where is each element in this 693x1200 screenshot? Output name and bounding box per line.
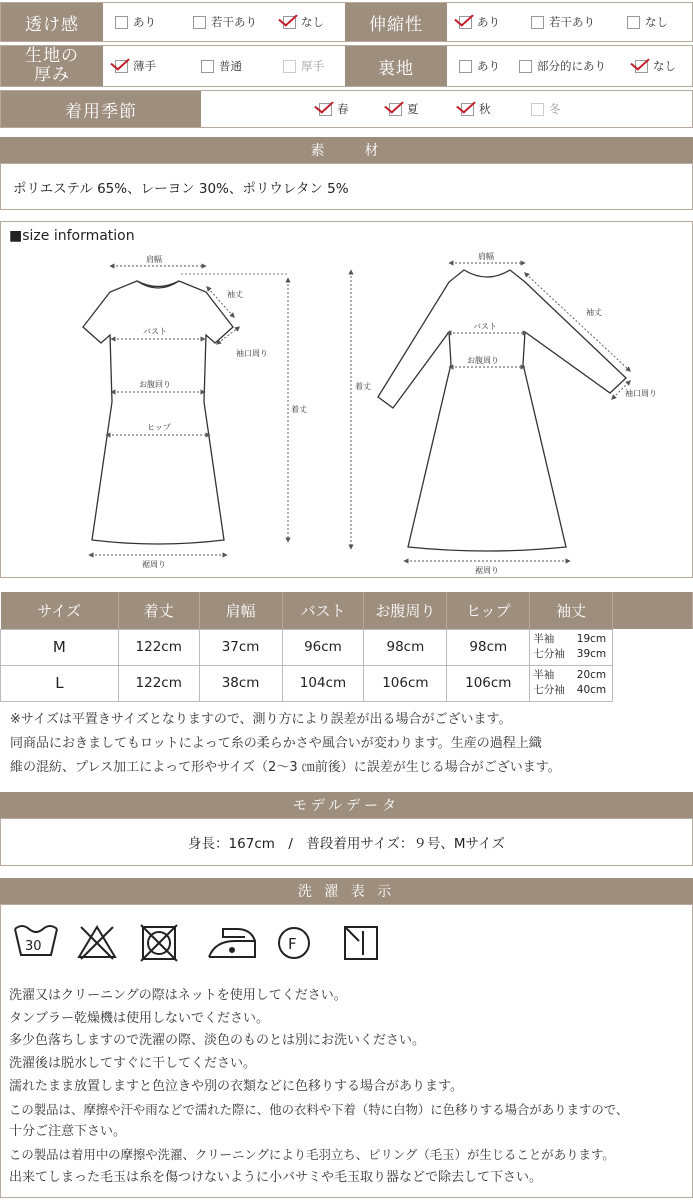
waist-cell: 106cm	[364, 665, 447, 701]
washing-instructions	[9, 985, 628, 1189]
label-sleeve-2: 袖丈	[586, 308, 602, 317]
waist-cell: 98cm	[364, 629, 447, 665]
header-size: サイズ	[1, 592, 119, 629]
model-text: 身長：167cm / 普段着用サイズ：９号、Mサイズ	[188, 836, 505, 852]
size-table-header	[1, 592, 693, 629]
short-sleeve-dress-diagram	[83, 281, 233, 544]
size-info-title: ■size information	[9, 228, 135, 244]
label-sleeve: 袖丈	[227, 290, 243, 299]
wash-line: 洗濯後は脱水してすぐに干してください。	[9, 1056, 257, 1072]
wash-line: この製品は着用中の摩擦や洗濯、クリーニングにより毛羽立ち、ピリング（毛玉）が生じることがあります。	[9, 1146, 615, 1162]
checkbox[interactable]	[283, 60, 296, 73]
label-length: 着丈	[291, 405, 307, 414]
wash-line: 十分ご注意下さい。	[9, 1124, 127, 1140]
bust-cell: 104cm	[282, 665, 364, 701]
label-cuff: 袖口周り	[236, 349, 268, 358]
wash-line: タンブラー乾燥機は使用しないでください。	[9, 1010, 270, 1026]
stretch-option-nashi[interactable]: なし	[627, 14, 668, 30]
lining-label: 裏地	[345, 46, 447, 86]
wash-line: 出来てしまった毛玉は糸を傷つけないように小バサミや毛玉取り器などで除去して下さい。	[9, 1169, 543, 1185]
label-cuff-2: 袖口周り	[625, 389, 657, 398]
checkbox[interactable]	[201, 60, 214, 73]
header-length: 着丈	[118, 592, 199, 629]
line-dry-shade-icon	[345, 927, 377, 959]
hip-cell: 98cm	[447, 629, 530, 665]
model-title: モデルデータ	[0, 792, 693, 818]
table-row	[1, 665, 693, 701]
material-box	[0, 163, 693, 210]
note-line: 維の混紡、プレス加工によって形やサイズ（2～3 ㎝前後）に誤差が生じる場合がございます。	[10, 760, 561, 775]
checkbox-checked[interactable]	[319, 103, 332, 116]
shoulder-cell: 37cm	[199, 629, 282, 665]
table-row	[1, 629, 693, 665]
lining-option-nashi[interactable]: なし	[635, 58, 676, 74]
attr-row-1	[0, 2, 693, 42]
stretch-option-jakkan[interactable]: 若干あり	[531, 14, 627, 30]
label-shoulder: 肩幅	[146, 255, 162, 264]
checkbox[interactable]	[519, 60, 532, 73]
washing-title: 洗 濯 表 示	[0, 878, 693, 904]
size-cell: M	[1, 629, 119, 665]
shoulder-cell: 38cm	[199, 665, 282, 701]
size-cell: L	[1, 665, 119, 701]
iron-low-icon	[209, 929, 255, 957]
season-option-winter[interactable]: 冬	[531, 101, 561, 117]
transparency-option-jakkan[interactable]: 若干あり	[193, 14, 283, 30]
material-title: 素 材	[0, 137, 693, 163]
note-line: 同商品におきましてもロットによって糸の柔らかさや風合いが変わります。生産の過程上織	[10, 736, 542, 751]
checkbox[interactable]	[531, 16, 544, 29]
season-label: 着用季節	[1, 91, 201, 127]
label-waist-2: お腹周り	[467, 356, 499, 365]
svg-text:F: F	[288, 935, 297, 953]
label-bust-2: バスト	[473, 322, 497, 331]
transparency-option-ari[interactable]: あり	[115, 14, 193, 30]
length-cell: 122cm	[118, 629, 199, 665]
label-hem-2: 裾周り	[475, 566, 499, 575]
checkbox[interactable]	[193, 16, 206, 29]
thickness-option-normal[interactable]: 普通	[201, 58, 283, 74]
size-notes	[10, 708, 561, 780]
no-bleach-icon	[79, 927, 115, 959]
label-hem: 裾周り	[142, 560, 166, 569]
checkbox-checked[interactable]	[459, 16, 472, 29]
garment-diagrams	[1, 222, 692, 577]
header-sleeve: 袖丈	[530, 592, 613, 629]
wash-line: 濡れたまま放置しますと色泣きや別の衣類などに色移りする場合があります。	[9, 1078, 463, 1094]
lining-option-partial[interactable]: 部分的にあり	[519, 58, 635, 74]
label-bust: バスト	[143, 327, 167, 336]
blank-cell	[613, 665, 693, 701]
season-option-spring[interactable]: 春	[319, 101, 389, 117]
thickness-label: 生地の 厚み	[1, 46, 103, 86]
stretch-label: 伸縮性	[345, 3, 447, 41]
transparency-label: 透け感	[1, 3, 103, 41]
wash-line: 洗濯又はクリーニングの際はネットを使用してください。	[9, 988, 347, 1003]
lining-option-ari[interactable]: あり	[459, 58, 519, 74]
bust-cell: 96cm	[282, 629, 364, 665]
checkbox[interactable]	[627, 16, 640, 29]
stretch-option-ari[interactable]: あり	[459, 14, 531, 30]
hip-cell: 106cm	[447, 665, 530, 701]
thickness-option-thick[interactable]: 厚手	[283, 58, 324, 74]
wash-line: この製品は、摩擦や汗や雨などで濡れた際に、他の衣料や下着（特に白物）に色移りする場合がありますので、	[9, 1101, 629, 1117]
attr-row-2	[0, 45, 693, 87]
transparency-option-nashi[interactable]: なし	[283, 14, 324, 30]
svg-text:30: 30	[25, 939, 42, 954]
header-waist: お腹周り	[364, 592, 447, 629]
checkbox[interactable]	[531, 103, 544, 116]
wash-30-icon	[15, 926, 57, 955]
label-length-2: 着丈	[355, 382, 371, 391]
blank-cell	[613, 629, 693, 665]
checkbox[interactable]	[459, 60, 472, 73]
sleeve-cell: 半袖 19cm 七分袖 39cm	[530, 629, 613, 665]
checkbox-checked[interactable]	[283, 16, 296, 29]
no-tumble-dry-icon	[141, 925, 177, 961]
note-line: ※サイズは平置きサイズとなりますので、測り方により誤差が出る場合がございます。	[10, 712, 512, 727]
header-hip: ヒップ	[447, 592, 530, 629]
dry-clean-f-icon	[279, 928, 309, 958]
checkbox-checked[interactable]	[461, 103, 474, 116]
checkbox-checked[interactable]	[635, 60, 648, 73]
thickness-option-thin[interactable]: 薄手	[115, 58, 201, 74]
sleeve-cell: 半袖 20cm 七分袖 40cm	[530, 665, 613, 701]
label-shoulder-2: 肩幅	[478, 252, 494, 261]
care-icons	[1, 905, 401, 975]
checkbox[interactable]	[115, 16, 128, 29]
size-info-box	[0, 221, 693, 578]
label-hip: ヒップ	[147, 423, 171, 432]
checkbox-checked[interactable]	[115, 60, 128, 73]
wash-line: 多少色落ちしますので洗濯の際、淡色のものとは別にお洗いください。	[9, 1033, 426, 1049]
header-shoulder: 肩幅	[199, 592, 282, 629]
season-option-summer[interactable]: 夏	[389, 101, 461, 117]
header-blank	[613, 592, 693, 629]
season-option-autumn[interactable]: 秋	[461, 101, 531, 117]
attr-row-season	[0, 90, 693, 128]
header-bust: バスト	[282, 592, 364, 629]
washing-box	[0, 904, 693, 1198]
length-cell: 122cm	[118, 665, 199, 701]
checkbox-checked[interactable]	[389, 103, 402, 116]
size-table	[0, 592, 693, 702]
model-box	[0, 818, 693, 866]
material-text: ポリエステル 65%、レーヨン 30%、ポリウレタン 5%	[13, 180, 349, 197]
label-waist: お腹回り	[139, 380, 171, 389]
